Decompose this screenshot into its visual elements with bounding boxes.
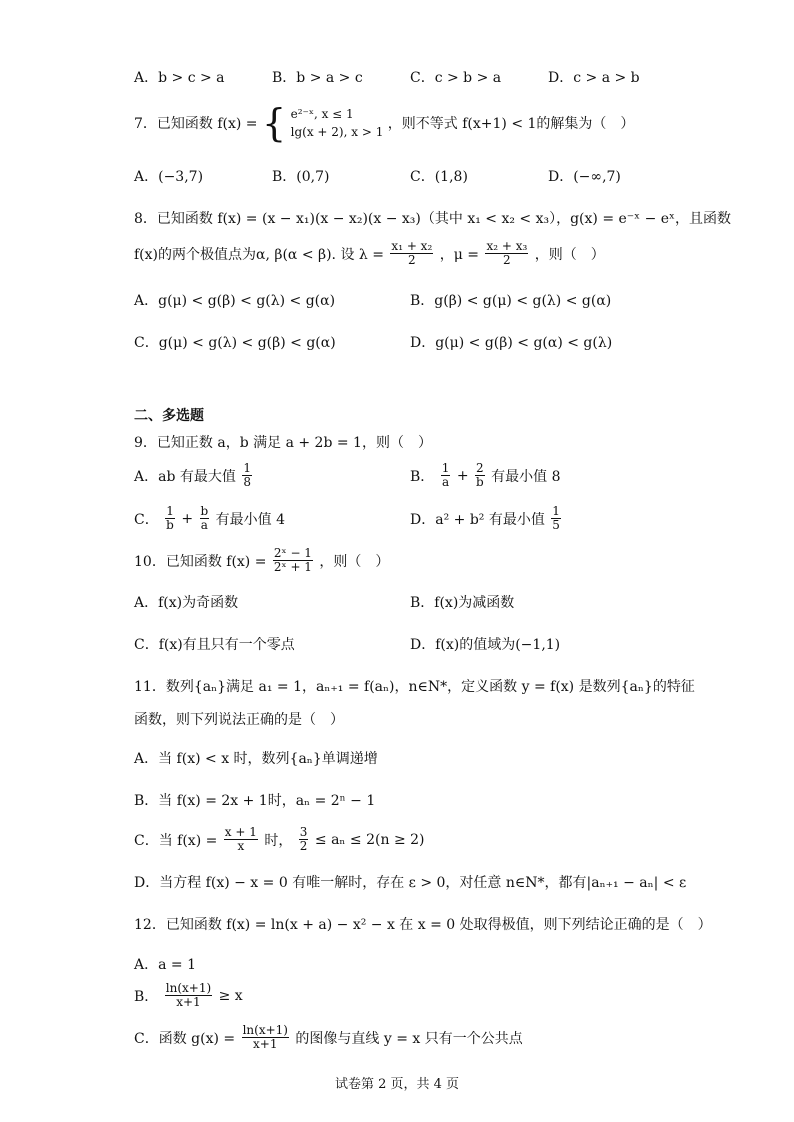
q11-line1: 11．数列{aₙ}满足 a₁ = 1，aₙ₊₁ = f(aₙ)，n∈N*，定义函数 y = f(x) 是数列{aₙ}的特征 xyxy=(134,679,695,695)
q12-c-fraction xyxy=(242,1024,289,1051)
q10-fraction xyxy=(273,547,313,574)
mu-fraction xyxy=(485,240,528,267)
q7-piece2: lg(x + 2), x > 1 xyxy=(290,125,384,139)
q12-option-c xyxy=(134,1024,523,1051)
q12-b-denominator: x+1 xyxy=(176,995,201,1009)
q7-option-c: C．(1,8) xyxy=(410,169,468,185)
q7-option-a: A．(−3,7) xyxy=(134,169,204,185)
q10-prefix: 10．已知函数 f(x) = xyxy=(134,553,267,570)
q9-d-fraction xyxy=(551,505,561,532)
q9-option-d xyxy=(410,505,563,532)
q11-option-c xyxy=(134,826,425,853)
q9-c-prefix: C． xyxy=(134,511,159,528)
q11-c-mid: 时， xyxy=(264,832,293,849)
q11-c-suffix: ≤ aₙ ≤ 2(n ≥ 2) xyxy=(314,831,425,848)
q10-option-d: D．f(x)的值域为(−1,1) xyxy=(410,637,561,653)
q12-c-prefix: C．函数 g(x) = xyxy=(134,1030,236,1047)
q11-c-denominator: x xyxy=(237,839,245,853)
q8-option-d: D．g(μ) < g(β) < g(α) < g(λ) xyxy=(410,335,613,351)
section-heading: 二、多选题 xyxy=(134,408,204,424)
q12-c-numerator: ln(x+1) xyxy=(242,1023,288,1037)
q9-c-plus: + xyxy=(181,510,194,527)
q8-option-c: C．g(μ) < g(λ) < g(β) < g(α) xyxy=(134,335,336,351)
q9-c-f1-num: 1 xyxy=(166,504,174,518)
q9-b-prefix: B． xyxy=(410,468,435,485)
q11-c-f-den: 2 xyxy=(299,839,308,853)
q9-b-f2-den: b xyxy=(476,475,484,489)
q8-line1: 8．已知函数 f(x) = (x − x₁)(x − x₂)(x − x₃)（其中 x₁ < x₂ < x₃），g(x) = e⁻ˣ − eˣ，且函数 xyxy=(134,211,731,227)
q9-option-c xyxy=(134,505,285,532)
q8-line2-suffix: ，则（ ） xyxy=(534,246,605,263)
q10-stem xyxy=(134,547,389,574)
q11-c-fraction xyxy=(224,826,258,853)
q10-option-c: C．f(x)有且只有一个零点 xyxy=(134,637,295,653)
q9-c-suffix: 有最小值 4 xyxy=(215,511,285,528)
q9-c-f2-num: b xyxy=(200,504,209,518)
q12-c-suffix: 的图像与直线 y = x 只有一个公共点 xyxy=(295,1030,523,1047)
q11-option-b: B．当 f(x) = 2x + 1时，aₙ = 2ⁿ − 1 xyxy=(134,793,376,809)
q8-mu-prefix: ，μ = xyxy=(439,246,479,263)
q9-c-fraction1 xyxy=(165,505,175,532)
q6-option-c: C．c > b > a xyxy=(410,70,502,86)
q10-option-a: A．f(x)为奇函数 xyxy=(134,595,239,611)
q11-option-a: A．当 f(x) < x 时，数列{aₙ}单调递增 xyxy=(134,751,378,767)
q9-d-numerator: 1 xyxy=(552,504,560,518)
q9-option-b xyxy=(410,462,561,489)
q9-c-fraction2 xyxy=(200,505,210,532)
q10-suffix: ，则（ ） xyxy=(319,553,390,570)
lambda-fraction xyxy=(390,240,433,267)
q6-option-b: B．b > a > c xyxy=(272,70,363,86)
q9-d-denominator: 5 xyxy=(552,518,560,532)
mu-denominator: 2 xyxy=(503,253,511,267)
q11-c-f-num: 3 xyxy=(299,825,308,839)
q7-piece1: e²⁻ˣ, x ≤ 1 xyxy=(290,107,354,121)
q12-b-fraction xyxy=(165,982,212,1009)
q12-b-prefix: B． xyxy=(134,988,159,1005)
q9-stem: 9．已知正数 a，b 满足 a + 2b = 1，则（ ） xyxy=(134,435,432,451)
lambda-denominator: 2 xyxy=(408,253,416,267)
q7-piecewise xyxy=(291,105,384,141)
q10-numerator: 2ˣ − 1 xyxy=(273,546,312,560)
lambda-numerator: x₁ + x₂ xyxy=(391,239,433,253)
q7-option-d: D．(−∞,7) xyxy=(548,169,621,185)
q11-line2: 函数，则下列说法正确的是（ ） xyxy=(134,712,344,728)
q9-c-f2-den: a xyxy=(200,518,208,532)
q9-b-suffix: 有最小值 8 xyxy=(491,468,561,485)
q11-c-prefix: C．当 f(x) = xyxy=(134,832,218,849)
page-footer: 试卷第 2 页，共 4 页 xyxy=(334,1077,460,1092)
q12-stem: 12．已知函数 f(x) = ln(x + a) − x² − x 在 x = 0 处取得极值，则下列结论正确的是（ ） xyxy=(134,917,712,933)
q8-option-a: A．g(μ) < g(β) < g(λ) < g(α) xyxy=(134,293,336,309)
q9-a-numerator: 1 xyxy=(243,461,251,475)
q9-b-fraction2 xyxy=(475,462,485,489)
q11-c-fraction2 xyxy=(299,826,309,853)
q7-option-b: B．(0,7) xyxy=(272,169,330,185)
q12-c-denominator: x+1 xyxy=(253,1037,278,1051)
q7-prefix: 7．已知函数 f(x) = xyxy=(134,116,258,132)
piecewise-brace: { xyxy=(262,101,287,145)
q12-option-b xyxy=(134,982,243,1009)
q9-a-prefix: A．ab 有最大值 xyxy=(134,468,236,485)
q7-stem xyxy=(134,101,635,145)
q9-c-f1-den: b xyxy=(166,518,174,532)
q9-b-f1-num: 1 xyxy=(441,461,450,475)
q12-b-suffix: ≥ x xyxy=(218,987,243,1004)
q8-line2 xyxy=(134,240,605,267)
q9-a-denominator: 8 xyxy=(243,475,251,489)
q8-line2-prefix: f(x)的两个极值点为α, β(α < β). 设 λ = xyxy=(134,246,384,263)
q10-denominator: 2ˣ + 1 xyxy=(273,560,312,574)
q8-option-b: B．g(β) < g(μ) < g(λ) < g(α) xyxy=(410,293,612,309)
q10-option-b: B．f(x)为减函数 xyxy=(410,595,515,611)
q7-suffix: ，则不等式 f(x+1) < 1的解集为（ ） xyxy=(387,116,635,132)
q12-option-a: A．a = 1 xyxy=(134,957,196,973)
q9-option-a xyxy=(134,462,254,489)
q6-option-a: A．b > c > a xyxy=(134,70,225,86)
q9-a-fraction xyxy=(242,462,252,489)
mu-numerator: x₂ + x₃ xyxy=(486,239,528,253)
q11-c-numerator: x + 1 xyxy=(224,825,257,839)
q9-b-fraction1 xyxy=(441,462,451,489)
q12-b-numerator: ln(x+1) xyxy=(165,981,212,995)
q9-d-prefix: D．a² + b² 有最小值 xyxy=(410,511,545,528)
q9-b-f1-den: a xyxy=(441,475,450,489)
q9-b-plus: + xyxy=(456,467,469,484)
q6-option-d: D．c > a > b xyxy=(548,70,640,86)
q9-b-f2-num: 2 xyxy=(476,461,484,475)
q11-option-d: D．当方程 f(x) − x = 0 有唯一解时，存在 ε > 0，对任意 n∈N*，都有|aₙ₊₁ − aₙ| < ε xyxy=(134,875,687,891)
